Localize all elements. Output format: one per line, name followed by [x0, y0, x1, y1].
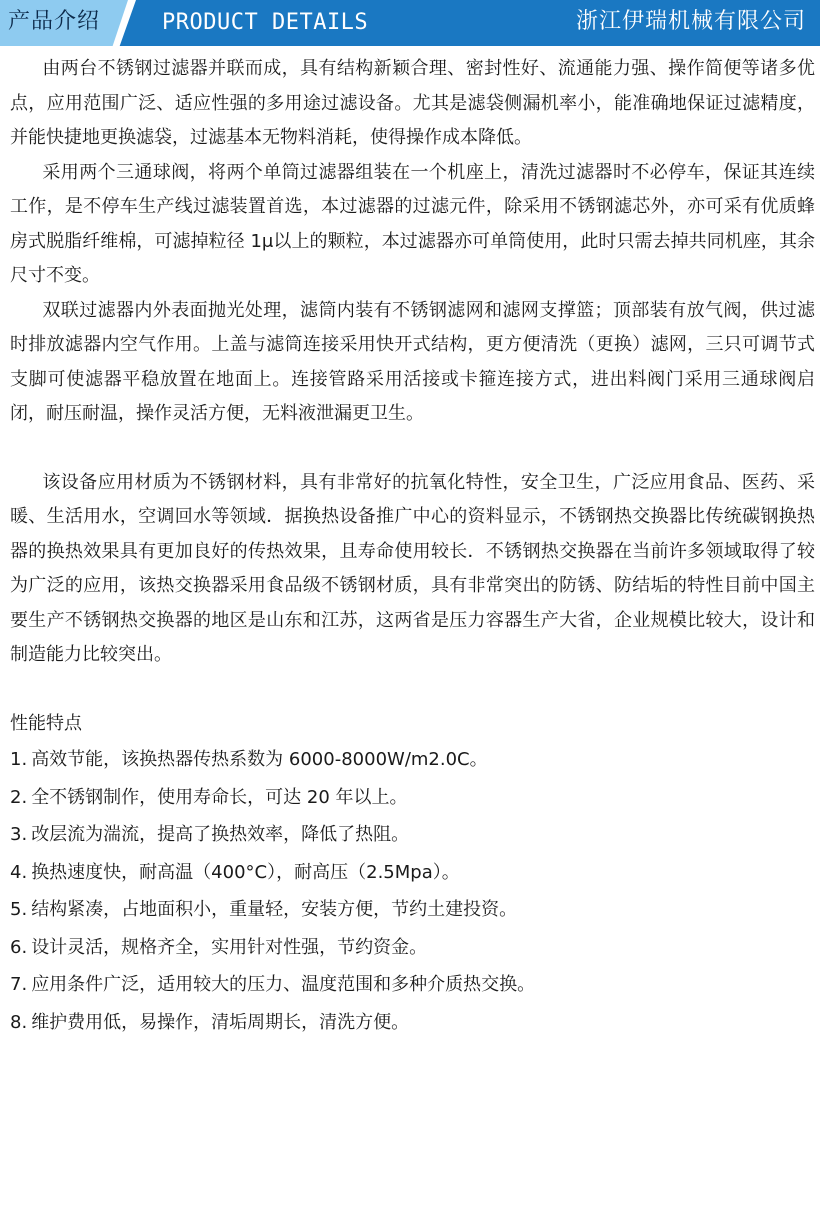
feature-number: 6. [10, 936, 28, 958]
feature-item [10, 779, 815, 817]
feature-item [10, 966, 815, 1004]
feature-number: 4. [10, 861, 28, 883]
paragraph-polishing: 双联过滤器内外表面抛光处理，滤筒内装有不锈钢滤网和滤网支撑篮；顶部装有放气阀，供过滤时排放滤器内空气作用。上盖与滤筒连接采用快开式结构，更方便清洗（更换）滤网，三只可调节式支脚可使滤器平稳放置在地面上。连接管路采用活接或卡箍连接方式，进出料阀门采用三通球阀启闭，耐压耐温，操作灵活方便，无料液泄漏更卫生。 [10, 299, 815, 424]
section-title-en: PRODUCT DETAILS [162, 10, 369, 35]
feature-item [10, 854, 815, 892]
features-list [10, 741, 815, 1041]
paragraph-material: 该设备应用材质为不锈钢材料，具有非常好的抗氧化特性，安全卫生，广泛应用食品、医药、采暖、生活用水，空调回水等领域．据换热设备推广中心的资料显示，不锈钢热交换器比传统碳钢换热器的换热效果具有更加良好的传热效果，且寿命使用较长．不锈钢热交换器在当前许多领域取得了较为广泛的应用，该热交换器采用食品级不锈钢材质，具有非常突出的防锈、防结垢的特性目前中国主要生产不锈钢热交换器的地区是山东和江苏，这两省是压力容器生产大省，企业规模比较大，设计和制造能力比较突出。 [10, 471, 815, 665]
feature-number: 5. [10, 899, 28, 920]
feature-number: 3. [10, 824, 28, 845]
feature-item [10, 816, 815, 854]
feature-item [10, 741, 815, 779]
feature-text: 结构紧凑，占地面积小，重量轻，安装方便，节约土建投资。 [31, 899, 518, 920]
feature-number: 2. [10, 786, 28, 808]
feature-text: 换热速度快，耐高温（400°C），耐高压（2.5Mpa）。 [31, 861, 460, 883]
feature-item [10, 1004, 815, 1042]
feature-number: 7. [10, 974, 28, 995]
company-name: 浙江伊瑞机械有限公司 [575, 9, 806, 34]
features-title: 性能特点 [10, 712, 82, 734]
feature-text: 全不锈钢制作，使用寿命长，可达 20 年以上。 [31, 786, 408, 808]
feature-number: 1. [10, 749, 28, 770]
feature-item [10, 891, 815, 929]
feature-number: 8. [10, 1011, 28, 1033]
paragraph-structure: 由两台不锈钢过滤器并联而成，具有结构新颖合理、密封性好、流通能力强、操作简便等诸多优点，应用范围广泛、适应性强的多用途过滤设备。尤其是滤袋侧漏机率小，能准确地保证过滤精度，并能快捷地更换滤袋，过滤基本无物料消耗，使得操作成本降低。 [10, 58, 815, 148]
feature-text: 维护费用低，易操作，清垢周期长，清洗方便。 [31, 1011, 410, 1033]
feature-text: 应用条件广泛，适用较大的压力、温度范围和多种介质热交换。 [31, 974, 536, 995]
paragraph-ball-valve: 采用两个三通球阀，将两个单筒过滤器组装在一个机座上，清洗过滤器时不必停车，保证其连续工作，是不停车生产线过滤装置首选，本过滤器的过滤元件，除采用不锈钢滤芯外，亦可采有优质蜂房式脱脂纤维棉，可滤掉粒径 1μ以上的颗粒，本过滤器亦可单筒使用，此时只需去掉共同机座，其余尺寸不变。 [10, 161, 815, 286]
feature-text: 改层流为湍流，提高了换热效率，降低了热阻。 [31, 824, 410, 845]
page-header [0, 0, 820, 46]
feature-text: 设计灵活，规格齐全，实用针对性强，节约资金。 [31, 936, 428, 958]
product-description [10, 52, 815, 1041]
feature-text: 高效节能，该换热器传热系数为 6000-8000W/m2.0C。 [31, 749, 488, 770]
feature-item [10, 929, 815, 967]
section-title-cn: 产品介绍 [8, 9, 101, 34]
